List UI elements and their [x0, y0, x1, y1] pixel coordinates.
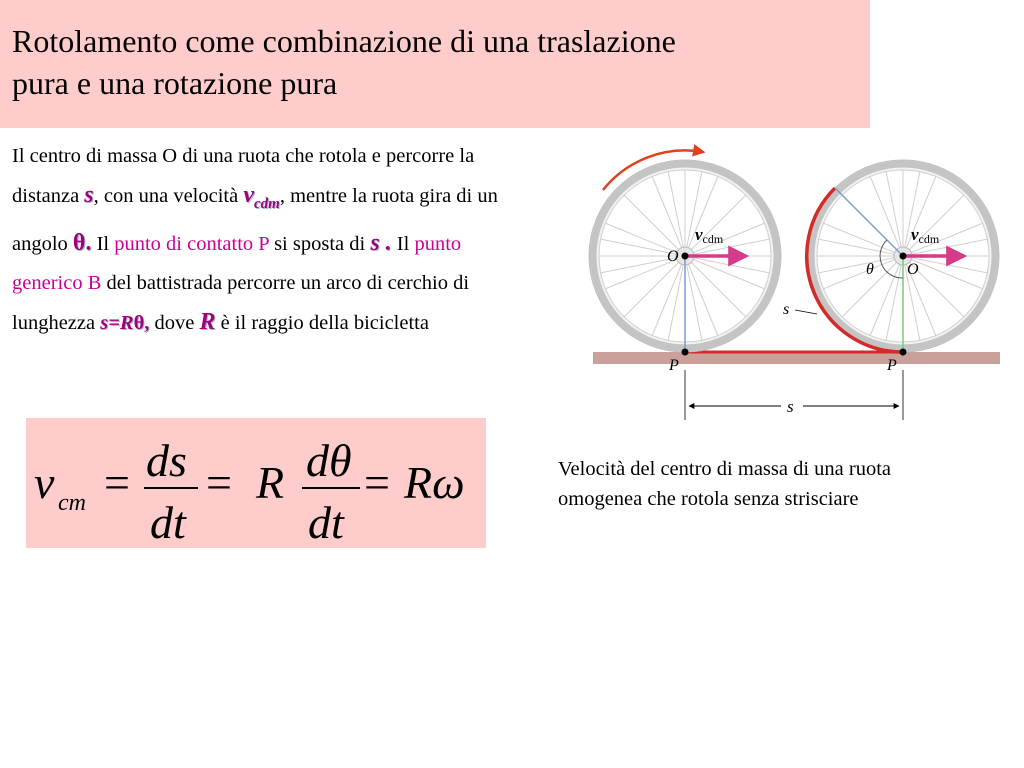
text-segment: , con una velocità	[93, 185, 244, 207]
label-theta: θ	[866, 261, 874, 278]
formula-equals-1: =	[104, 457, 130, 508]
figure-caption	[558, 454, 1024, 514]
symbol-s-2: s .	[370, 229, 392, 256]
formula-romega: Rω	[404, 457, 465, 508]
arc-formula-theta: θ,	[133, 311, 150, 334]
formula-equals-3: =	[364, 457, 390, 508]
symbol-vcdm	[243, 182, 280, 212]
symbol-theta: θ.	[72, 229, 92, 256]
symbol-r: R	[199, 308, 216, 335]
text-segment: dove	[149, 311, 200, 334]
page-title	[12, 20, 862, 104]
formula-ds: ds	[146, 435, 187, 486]
title-line-1: Rotolamento come combinazione di una traslazione	[12, 23, 676, 59]
caption-line-2: omogenea che rotola senza strisciare	[558, 488, 859, 510]
symbol-s: s	[84, 182, 94, 208]
formula-r: R	[256, 457, 285, 508]
label-o-left: O	[667, 248, 679, 265]
text-segment: Il	[91, 232, 115, 255]
formula-dt-1: dt	[150, 497, 186, 548]
text-segment: Il centro di massa O di una ruota che rotola e percorre la distanza	[12, 145, 475, 207]
rolling-wheel-figure	[585, 138, 1005, 423]
velocity-formula-box	[26, 418, 486, 548]
formula-v: v	[34, 457, 55, 508]
caption-line-1: Velocità del centro di massa di una ruota	[558, 458, 892, 480]
contact-point-right	[900, 349, 907, 356]
label-v-right: vcdm	[911, 225, 940, 246]
label-o-right: O	[907, 261, 919, 278]
text-segment: si sposta di	[268, 232, 371, 255]
text-segment: Il	[391, 232, 415, 255]
title-banner	[0, 0, 870, 128]
arc-formula-left: s=R	[100, 311, 134, 334]
label-p-left: P	[669, 357, 679, 374]
description-paragraph	[12, 137, 532, 343]
center-point-right	[900, 253, 907, 260]
text-segment: del battistrada percorre un arco di cerchio di lunghezza	[12, 271, 470, 334]
center-point-left	[682, 253, 689, 260]
label-v-left: vcdm	[695, 225, 724, 246]
label-s-arc: s	[783, 301, 790, 318]
text-segment: , mentre la ruota gira di un angolo	[12, 185, 498, 255]
arc-formula	[100, 312, 149, 334]
symbol-v-subscript: cdm	[254, 195, 280, 212]
formula-subscript-cm: cm	[58, 490, 86, 516]
formula-dtheta: dθ	[306, 435, 352, 486]
label-p-right: P	[887, 357, 897, 374]
contact-point-left	[682, 349, 689, 356]
symbol-v: v	[243, 182, 255, 208]
formula-equals-2: =	[206, 457, 232, 508]
title-line-2: pura e una rotazione pura	[12, 65, 338, 101]
contact-point-phrase: punto di contatto P	[114, 232, 269, 255]
formula-dt-2: dt	[308, 497, 344, 548]
velocity-formula	[26, 418, 486, 548]
ground	[593, 352, 1000, 364]
generic-point-phrase: punto generico B	[12, 232, 462, 294]
label-s-leader	[795, 310, 817, 314]
label-s-dimension: s	[787, 397, 794, 416]
text-segment: è il raggio della bicicletta	[215, 311, 429, 334]
